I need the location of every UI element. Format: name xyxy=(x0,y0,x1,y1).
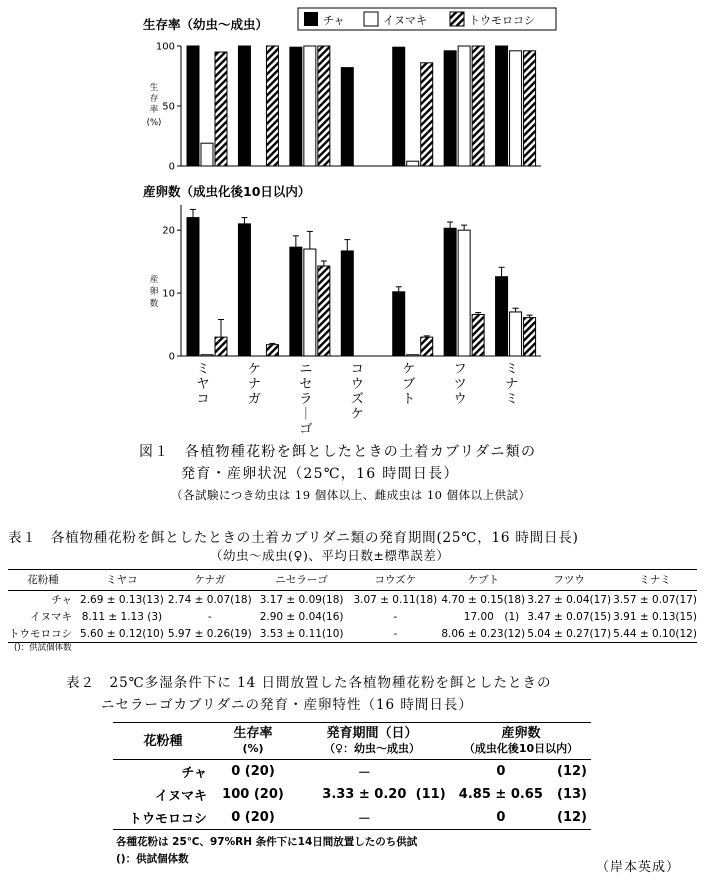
category-label-char: ズ xyxy=(350,392,364,407)
table2-survival-value: 0 xyxy=(231,764,241,779)
table2 xyxy=(113,722,591,830)
table2-header-species xyxy=(113,723,213,760)
table1-cell: 3.57 ± 0.07(17) xyxy=(613,593,697,606)
category-label-char: セ xyxy=(299,377,313,392)
table1-cell: 3.17 ± 0.09(18) xyxy=(259,593,344,606)
eggs-chart-title: 産卵数（成虫化後10日以内） xyxy=(143,184,311,199)
survival-bar-cha xyxy=(444,51,456,166)
table1-cell: 3.91 ± 0.13(15) xyxy=(613,610,697,623)
table1-header: フツウ xyxy=(525,570,613,591)
table2-survival-n: (20) xyxy=(244,810,275,825)
table1-header: ミヤコ xyxy=(78,570,166,591)
category-label-char: ナ xyxy=(505,377,519,392)
table2-header-survival xyxy=(213,723,293,760)
category-label xyxy=(299,362,312,437)
table1-cell: 5.44 ± 0.10(12) xyxy=(613,625,697,643)
eggs-bar-cha xyxy=(393,292,405,356)
figure-caption-line2: 発育・産卵状況（25℃，16 時間日長） xyxy=(181,466,459,482)
survival-bar-inumaki xyxy=(458,46,470,166)
eggs-bar-cha xyxy=(341,251,353,356)
category-label-char: ラ xyxy=(299,392,313,407)
figure-caption-note: （各試験につき幼虫は 19 個体以上、雌成虫は 10 個体以上供試） xyxy=(171,488,531,502)
category-label-char: ブ xyxy=(402,377,416,392)
legend-label-inumaki: イヌマキ xyxy=(383,14,427,27)
table1-cell: - xyxy=(393,610,398,623)
table1-species: イヌマキ xyxy=(29,611,72,623)
eggs-bar-cha xyxy=(444,228,456,356)
chart-legend xyxy=(298,8,556,30)
table1-species: チャ xyxy=(51,594,72,606)
survival-bar-toumorokoshi xyxy=(215,52,227,166)
table1-cell: 8.11 ± 1.13 (3) xyxy=(81,610,163,623)
table2-survival-n: (20) xyxy=(244,764,275,779)
eggs-bar-inumaki xyxy=(407,355,419,356)
table-row xyxy=(8,591,697,609)
table-row xyxy=(8,625,697,643)
table1-header: ミナミ xyxy=(613,570,697,591)
table2-note2: ()：供試個体数 xyxy=(116,853,189,865)
category-label-char: ナ xyxy=(247,377,261,392)
table1-cell: 5.04 ± 0.27(17) xyxy=(525,625,613,643)
table2-header-eggs-sub: （成虫化後10日以内） xyxy=(463,742,579,755)
table2-eggs-n: (12) xyxy=(557,764,587,779)
table2-period: 3.33 ± 0.20 xyxy=(322,787,407,802)
eggs-bar-inumaki xyxy=(458,230,470,356)
table2-header-eggs xyxy=(451,723,591,760)
survival-bar-cha xyxy=(496,46,508,166)
eggs-bar-toumorokoshi xyxy=(215,337,227,356)
survival-bar-cha xyxy=(238,46,250,166)
table1-cell: 2.90 ± 0.04(16) xyxy=(259,610,344,623)
table2-period-n: (11) xyxy=(415,787,446,802)
eggs-bar-inumaki xyxy=(304,249,316,356)
survival-bar-cha xyxy=(341,68,353,166)
table1-cell: 3.27 ± 0.04(17) xyxy=(527,593,612,606)
table1-cell: 5.60 ± 0.12(10) xyxy=(78,625,166,643)
category-label xyxy=(505,362,518,407)
table1-cell: 2.69 ± 0.13(13) xyxy=(80,593,164,606)
category-label-char: コ xyxy=(196,392,210,407)
table2-eggs-n: (13) xyxy=(557,787,587,802)
table2-period: － xyxy=(357,766,371,781)
table1-cell: 8.06 ± 0.23(12) xyxy=(441,625,525,643)
category-label-char: ト xyxy=(402,392,416,407)
table1-cell: 4.70 ± 0.15(18) xyxy=(441,593,526,606)
table2-header-survival-label: 生存率 xyxy=(233,726,273,741)
survival-ylabel-char: (%) xyxy=(146,118,162,128)
table1 xyxy=(8,569,697,643)
eggs-ylabel-char: 数 xyxy=(149,299,159,309)
table2-header-period xyxy=(293,723,451,760)
survival-ytick-label: 50 xyxy=(162,101,175,113)
survival-bar-cha xyxy=(393,47,405,166)
category-label-char: ミ xyxy=(505,392,519,407)
category-label-char: フ xyxy=(453,362,467,377)
figure-caption-line1: 図１ 各植物種花粉を餌としたときの土着カブリダニ類の xyxy=(139,444,537,460)
eggs-bar-cha xyxy=(496,277,508,356)
category-label-char: コ xyxy=(350,362,364,377)
table1-cell: - xyxy=(349,625,441,643)
category-label xyxy=(196,362,209,407)
figure-1-bar-charts xyxy=(0,0,705,440)
eggs-ylabel xyxy=(150,274,159,309)
category-label xyxy=(454,362,467,407)
survival-ylabel-char: 生 xyxy=(149,83,159,93)
legend-swatch-toumorokoshi xyxy=(450,12,464,26)
table-row xyxy=(113,806,591,830)
category-label-char: ミ xyxy=(196,362,210,377)
category-label-char: ミ xyxy=(505,362,519,377)
table2-title-line1: 表２ 25℃多湿条件下に 14 日間放置した各植物種花粉を餌としたときの xyxy=(66,675,552,691)
table1-cell: 5.97 ± 0.26(19) xyxy=(166,625,254,643)
survival-ytick-label: 100 xyxy=(155,41,175,53)
table1-header: コウズケ xyxy=(349,570,441,591)
legend-label-cha: チャ xyxy=(323,14,345,27)
survival-bar-cha xyxy=(187,46,199,166)
table1-title: 表１ 各植物種花粉を餌としたときの土着カブリダニ類の発育期間(25℃，16 時間日長) xyxy=(8,530,579,546)
eggs-ytick-label: 0 xyxy=(168,351,175,363)
eggs-bar-toumorokoshi xyxy=(318,266,330,356)
category-label-char: ガ xyxy=(247,392,261,407)
table2-header-row xyxy=(113,723,591,760)
category-label-char: ウ xyxy=(350,377,364,392)
table2-title-line2: ニセラーゴカブリダニの発育・産卵特性（16 時間日長） xyxy=(101,697,473,713)
eggs-bar-toumorokoshi xyxy=(472,314,484,356)
table1-cell: 3.53 ± 0.11(10) xyxy=(254,625,350,643)
eggs-bar-inumaki xyxy=(201,355,213,356)
category-label xyxy=(248,362,261,407)
survival-bar-inumaki xyxy=(201,143,213,166)
eggs-ytick-label: 10 xyxy=(162,288,175,300)
legend-swatch-cha xyxy=(304,12,318,26)
table2-eggs: 0 xyxy=(496,764,506,779)
survival-ylabel-char: 存 xyxy=(149,94,159,104)
category-labels xyxy=(196,362,518,437)
table2-period: － xyxy=(293,806,416,830)
table-row xyxy=(8,608,697,625)
survival-bar-cha xyxy=(290,47,302,166)
author-credit: （岸本英成） xyxy=(596,860,681,875)
table1-cell: 3.07 ± 0.11(18) xyxy=(353,593,438,606)
category-label xyxy=(351,362,364,422)
table2-survival xyxy=(213,760,293,784)
table1-cell: 17.00 (1) xyxy=(463,611,520,623)
eggs-bar-toumorokoshi xyxy=(266,345,278,356)
eggs-bar-cha xyxy=(187,218,199,356)
table2-period-n xyxy=(416,806,451,830)
table2-survival-n: (20) xyxy=(253,787,284,802)
table2-eggs: 0 xyxy=(451,806,551,830)
table1-cell: 2.74 ± 0.07(18) xyxy=(167,593,252,606)
table1-header: 花粉種 xyxy=(8,570,78,591)
table2-header-eggs-label: 産卵数 xyxy=(501,726,541,741)
table1-note: ()：供試個体数 xyxy=(14,643,72,653)
eggs-ylabel-char: 産 xyxy=(149,275,159,285)
survival-bar-inumaki xyxy=(510,51,522,166)
category-label-char: ニ xyxy=(299,362,313,377)
table2-survival xyxy=(213,806,293,830)
table2-note1: 各種花粉は 25℃、97%RH 条件下に14日間放置したのち供試 xyxy=(116,836,418,848)
legend-swatch-inumaki xyxy=(364,12,378,26)
table2-period-n xyxy=(416,760,451,784)
table2-species: チャ xyxy=(181,766,207,781)
table1-cell: - xyxy=(207,610,212,623)
survival-bar-toumorokoshi xyxy=(524,51,536,166)
table2-eggs-n: (12) xyxy=(551,806,591,830)
eggs-bar-inumaki xyxy=(510,312,522,356)
category-label xyxy=(402,362,415,407)
survival-ylabel xyxy=(147,82,162,128)
table1-species: トウモロコシ xyxy=(8,625,78,643)
table2-survival xyxy=(213,783,293,806)
table1-header: ケナガ xyxy=(166,570,254,591)
survival-ytick-label: 0 xyxy=(168,161,175,173)
survival-bar-toumorokoshi xyxy=(472,46,484,166)
eggs-bar-cha xyxy=(238,224,250,356)
table1-header-row xyxy=(8,570,697,591)
eggs-bar-cha xyxy=(290,247,302,356)
survival-bar-inumaki xyxy=(304,46,316,166)
eggs-bar-toumorokoshi xyxy=(524,318,536,356)
eggs-bars xyxy=(162,209,535,362)
table2-survival-value: 0 xyxy=(231,810,241,825)
table2-survival-value: 100 xyxy=(222,787,250,802)
eggs-bar-toumorokoshi xyxy=(421,337,433,356)
survival-bars xyxy=(156,42,536,173)
survival-bar-toumorokoshi xyxy=(318,46,330,166)
table1-header: ニセラーゴ xyxy=(254,570,350,591)
legend-label-toumorokoshi: トウモロコシ xyxy=(469,14,535,27)
table2-species: イヌマキ xyxy=(154,789,207,804)
category-label-char: ツ xyxy=(453,377,467,392)
eggs-ylabel-char: 卵 xyxy=(149,287,159,297)
eggs-ytick-label: 20 xyxy=(162,225,175,237)
survival-ylabel-char: 率 xyxy=(149,105,159,115)
table2-header-species-label: 花粉種 xyxy=(143,733,183,749)
category-label-char: ケ xyxy=(402,362,416,377)
category-label-char: ケ xyxy=(247,362,261,377)
table-row xyxy=(113,760,591,784)
survival-bar-inumaki xyxy=(407,161,419,166)
table1-header: ケブト xyxy=(441,570,525,591)
category-label-char: ケ xyxy=(350,407,364,422)
category-label-char: ヤ xyxy=(196,377,210,392)
table2-species: トウモロコシ xyxy=(113,806,213,830)
category-label-char: ゴ xyxy=(299,422,313,437)
table2-eggs: 4.85 ± 0.65 xyxy=(458,787,543,802)
table1-cell: 3.47 ± 0.07(15) xyxy=(527,610,612,623)
table2-header-period-label: 発育期間（日） xyxy=(326,726,418,741)
table2-header-period-sub: （♀：幼虫～成虫） xyxy=(323,742,421,755)
table1-subtitle: （幼虫～成虫(♀)、平均日数±標準誤差） xyxy=(210,548,450,563)
survival-chart-title: 生存率（幼虫～成虫） xyxy=(143,17,269,32)
table-row xyxy=(113,783,591,806)
table2-header-survival-unit: (%) xyxy=(242,742,264,755)
survival-bar-toumorokoshi xyxy=(266,46,278,166)
category-label-char: ウ xyxy=(453,392,467,407)
survival-bar-toumorokoshi xyxy=(421,63,433,166)
category-label-char: ｜ xyxy=(299,407,313,422)
